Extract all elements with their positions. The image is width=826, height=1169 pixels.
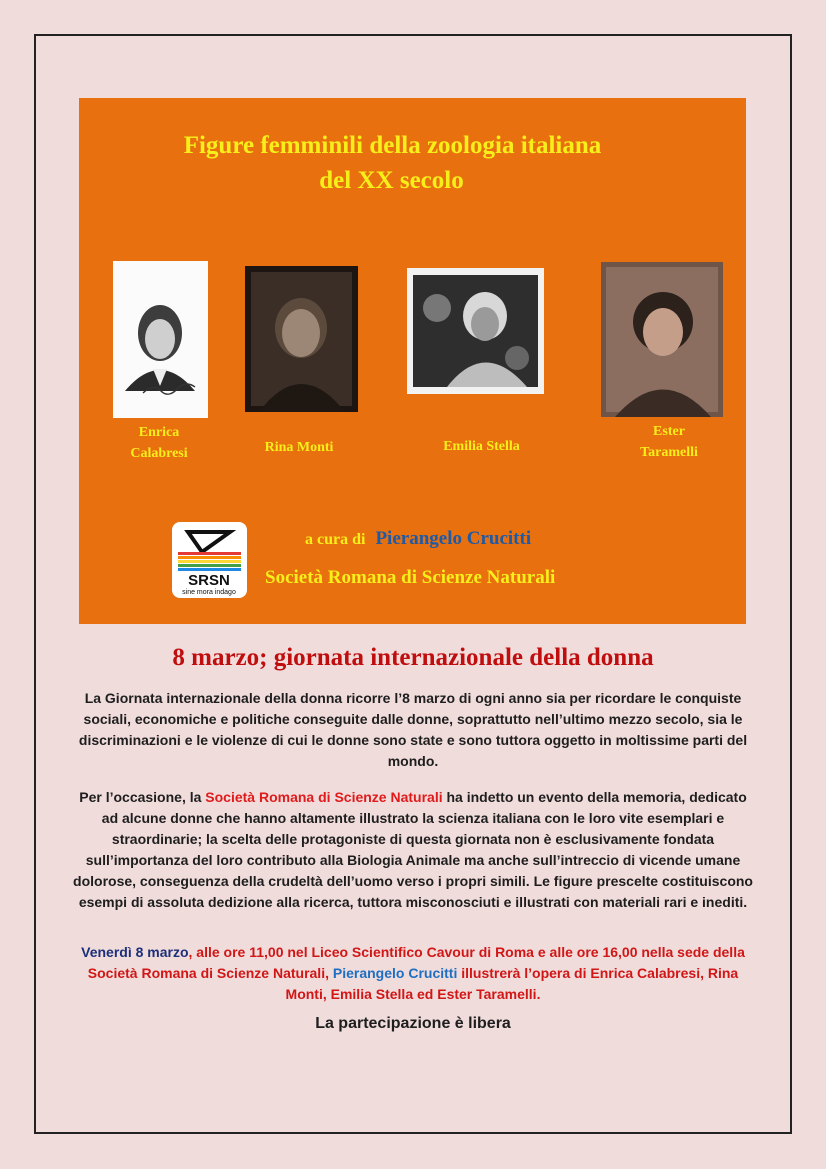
portrait-photo-stella bbox=[407, 268, 544, 394]
portrait-photo-calabresi bbox=[113, 261, 208, 418]
banner-title-line2: del XX secolo bbox=[319, 167, 464, 194]
society-highlight: Società Romana di Scienze Naturali bbox=[205, 789, 443, 805]
person-name-taramelli: Ester Taramelli bbox=[640, 424, 698, 460]
event-date: Venerdì 8 marzo bbox=[81, 944, 189, 960]
paragraph-event: Per l’occasione, la Società Romana di Scienze Naturali ha indetto un evento della memoria, dedicato ad alcune donne che hanno altamente illustrato la scienza italiana con le loro vite esemplari e straordinarie; la scelta delle protagoniste di questa giornata non è esclusivamente fondata sull’importanza del loro contributo alla Biologia Animale ma anche sull’intreccio di vicende umane dolorose, conseguenza della crudeltà dell’uomo verso i propri simili. Le figure prescelte costituiscono esempi di assoluta dedizione alla ricerca, tuttora misconosciuti e illustrati con materiali rari e inediti. bbox=[73, 789, 753, 910]
logo-motto: sine mora indago bbox=[182, 589, 236, 596]
event-banner bbox=[79, 98, 746, 624]
person-name-monti: Rina Monti bbox=[264, 440, 334, 455]
banner-title bbox=[79, 128, 746, 198]
srsn-logo bbox=[172, 522, 247, 598]
free-entry-note: La partecipazione è libera bbox=[315, 1015, 511, 1032]
person-name-stella: Emilia Stella bbox=[443, 439, 520, 454]
page-heading: 8 marzo; giornata internazionale della donna bbox=[172, 644, 654, 671]
curator-name: Pierangelo Crucitti bbox=[375, 528, 532, 549]
banner-title-line1: Figure femminili della zoologia italiana bbox=[183, 132, 602, 159]
curator-highlight: Pierangelo Crucitti bbox=[332, 965, 458, 981]
portrait-photo-monti bbox=[245, 266, 358, 412]
portrait-photo-taramelli bbox=[601, 262, 723, 417]
society-name: Società Romana di Scienze Naturali bbox=[265, 567, 556, 588]
person-name-calabresi: Enrica Calabresi bbox=[130, 425, 188, 461]
paragraph-intro: La Giornata internazionale della donna ricorre l’8 marzo di ogni anno sia per ricordare le conquiste sociali, economiche e politiche conseguite dalle donne, soprattutto nell’ultimo mezzo secolo, sia le discriminazioni e le violenze di cui le donne sono state e sono tuttora oggetto in moltissime parti del mondo. bbox=[78, 690, 748, 769]
curated-by: a cura di Pierangelo Crucitti bbox=[305, 528, 532, 549]
paragraph-schedule: Venerdì 8 marzo, alle ore 11,00 nel Liceo Scientifico Cavour di Roma e alle ore 16,00 nella sede della Società Romana di Scienze Naturali, Pierangelo Crucitti illustrerà l’opera di Enrica Calabresi, Rina Monti, Emilia Stella ed Ester Taramelli. bbox=[81, 944, 745, 1002]
logo-text: SRSN bbox=[188, 572, 230, 589]
